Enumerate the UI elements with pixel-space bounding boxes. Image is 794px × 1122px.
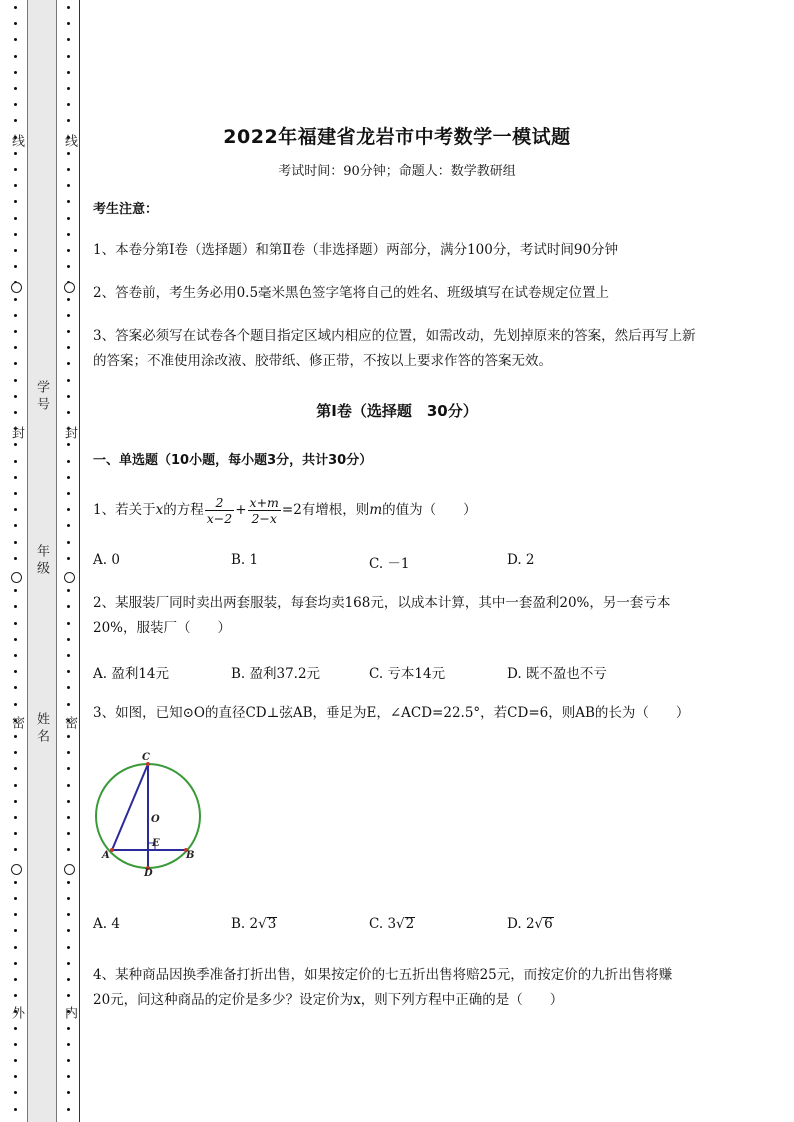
margin-dot [14, 184, 17, 187]
margin-dot [14, 881, 17, 884]
outer-label-secret: 密 [9, 716, 24, 729]
margin-dot [67, 978, 70, 981]
margin-dot [67, 1043, 70, 1046]
margin-dot [14, 622, 17, 625]
margin-dot [67, 152, 70, 155]
question-1 [93, 490, 477, 530]
margin-dot [14, 703, 17, 706]
margin-dot [67, 670, 70, 673]
exam-title: 2022年福建省龙岩市中考数学一模试题 [223, 126, 571, 148]
margin-dot [14, 767, 17, 770]
q1-var: x [155, 502, 164, 518]
margin-dot [14, 298, 17, 301]
q2-option-d[interactable]: D. 既不盈也不亏 [507, 666, 607, 682]
notice-item-3: 3、答案必须写在试卷各个题目指定区域内相应的位置，如需改动，先划掉原来的答案，然后再写上新 [93, 328, 696, 344]
margin-dot [67, 541, 70, 544]
margin-dot [67, 71, 70, 74]
margin-dot [14, 654, 17, 657]
outer-label-line: 线 [9, 134, 24, 147]
margin-dot [14, 346, 17, 349]
margin-dot [67, 654, 70, 657]
q1-fraction-2 [248, 495, 281, 526]
margin-dot [67, 767, 70, 770]
q2-option-b[interactable]: B. 盈利37.2元 [231, 666, 321, 682]
margin-dot [67, 832, 70, 835]
notice-item-2: 2、答卷前，考生务必用0.5毫米黑色签字笔将自己的姓名、班级填写在试卷规定位置上 [93, 285, 610, 301]
margin-dot [14, 929, 17, 932]
margin-dot [67, 686, 70, 689]
margin-dot [14, 379, 17, 382]
inner-circle-mark [64, 864, 75, 875]
margin-dot [14, 22, 17, 25]
q1-frac2-num: x+m [249, 495, 279, 510]
q3-option-b[interactable]: B. 2√3 [231, 916, 277, 932]
margin-dot [14, 1075, 17, 1078]
margin-dot [14, 508, 17, 511]
margin-dot [14, 38, 17, 41]
point-a [110, 848, 114, 852]
margin-dot [67, 897, 70, 900]
q3-option-c-coef: 3 [387, 916, 397, 932]
margin-dot [14, 395, 17, 398]
grade-label: 年 级 [34, 544, 49, 575]
margin-dot [67, 735, 70, 738]
margin-dot [67, 524, 70, 527]
margin-dot [67, 395, 70, 398]
margin-dot [67, 298, 70, 301]
margin-dot [14, 492, 17, 495]
q3-option-d-letter: D. [507, 916, 526, 932]
margin-dot [67, 200, 70, 203]
margin-dot [14, 55, 17, 58]
q1-prefix: 1、若关于 [93, 502, 156, 518]
margin-dot [67, 379, 70, 382]
inner-label-secret: 密 [62, 716, 77, 729]
margin-dot [14, 524, 17, 527]
margin-dot [14, 314, 17, 317]
q1-option-d[interactable]: D. 2 [507, 552, 535, 568]
margin-dot [14, 6, 17, 9]
margin-dot [14, 87, 17, 90]
margin-dot [14, 217, 17, 220]
question-4-line-1: 4、某种商品因换季准备打折出售，如果按定价的七五折出售将赔25元，而按定价的九折出售将赚 [93, 967, 673, 983]
margin-dot [14, 443, 17, 446]
inner-label-inside: 内 [62, 1006, 77, 1019]
margin-dot [67, 605, 70, 608]
q1-option-a[interactable]: A. 0 [93, 552, 120, 568]
margin-dot [14, 832, 17, 835]
margin-dot [67, 1059, 70, 1062]
margin-dot [14, 1108, 17, 1111]
margin-dot [67, 800, 70, 803]
q1-frac2-den: 2−x [251, 511, 277, 526]
q1-plus: + [235, 502, 247, 518]
label-a: A [102, 850, 110, 861]
margin-dot [14, 233, 17, 236]
margin-dot [14, 330, 17, 333]
margin-dot [14, 816, 17, 819]
q1-option-c[interactable]: C. －1 [369, 556, 410, 572]
margin-dot [67, 622, 70, 625]
margin-dot [67, 1091, 70, 1094]
margin-dot [67, 330, 70, 333]
question-3: 3、如图，已知⊙O的直径CD⊥弦AB，垂足为E，∠ACD=22.5°，若CD=6，则AB的长为（ ） [93, 705, 690, 721]
q1-mid: 的方程 [163, 502, 204, 518]
margin-dot [67, 1108, 70, 1111]
q3-option-d-radicand: 6 [544, 916, 553, 932]
q3-option-d[interactable]: D. 2√6 [507, 916, 553, 932]
margin-dot [67, 492, 70, 495]
section-title: 第Ⅰ卷（选择题 30分） [316, 402, 478, 420]
margin-dot [14, 1091, 17, 1094]
segment-ac [112, 764, 148, 850]
margin-dot [14, 1027, 17, 1030]
margin-dot [67, 6, 70, 9]
margin-dot [67, 103, 70, 106]
name-label: 姓 名 [34, 712, 49, 743]
question-4-line-2: 20元，问这种商品的定价是多少？设定价为x，则下列方程中正确的是（ ） [93, 992, 564, 1008]
student-id-label: 学 号 [34, 380, 49, 411]
margin-dot [67, 460, 70, 463]
margin-dot [67, 87, 70, 90]
q3-option-b-radicand: 3 [267, 916, 277, 932]
margin-dot [14, 1059, 17, 1062]
q3-option-d-coef: 2 [525, 916, 535, 932]
margin-dot [14, 362, 17, 365]
question-2-line-2: 20%，服装厂（ ） [93, 620, 232, 636]
q1-suffix: 的值为（ ） [382, 502, 477, 518]
inner-circle-mark [64, 282, 75, 293]
margin-dot [67, 508, 70, 511]
part-heading: 一、单选题（10小题，每小题3分，共计30分） [93, 453, 373, 468]
margin-dot [14, 249, 17, 252]
q3-option-c-letter: C. [369, 916, 388, 932]
margin-dot [14, 751, 17, 754]
margin-dot [67, 55, 70, 58]
q1-eq: =2有增根，则 [281, 502, 370, 518]
margin-dot [14, 686, 17, 689]
question-2-line-1: 2、某服装厂同时卖出两套服装，每套均卖168元，以成本计算，其中一套盈利20%，另一套亏本 [93, 595, 671, 611]
notice-heading: 考生注意： [93, 202, 159, 217]
margin-dot [14, 670, 17, 673]
margin-dot [14, 978, 17, 981]
margin-dot [67, 233, 70, 236]
q3-option-c-radicand: 2 [405, 916, 415, 932]
margin-dot [14, 589, 17, 592]
margin-dot [67, 994, 70, 997]
margin-dot [14, 71, 17, 74]
margin-dot [14, 605, 17, 608]
margin-dot [14, 946, 17, 949]
margin-dot [14, 557, 17, 560]
margin-dot [14, 735, 17, 738]
margin-dot [14, 541, 17, 544]
margin-dot [14, 962, 17, 965]
outer-circle-mark [11, 864, 22, 875]
margin-dot [67, 929, 70, 932]
inner-circle-mark [64, 572, 75, 583]
circle-diagram [92, 748, 212, 878]
outer-label-seal: 封 [9, 426, 24, 439]
margin-dot [67, 703, 70, 706]
margin-dot [67, 638, 70, 641]
margin-dot [67, 217, 70, 220]
label-d: D [144, 868, 153, 878]
margin-dot [14, 994, 17, 997]
margin-dot [14, 897, 17, 900]
outer-circle-mark [11, 282, 22, 293]
exam-subtitle: 考试时间：90分钟；命题人：数学教研组 [278, 164, 516, 179]
outer-circle-mark [11, 572, 22, 583]
q1-var2: m [369, 502, 383, 518]
outer-label-outside: 外 [9, 1006, 24, 1019]
margin-dot [67, 265, 70, 268]
margin-dot [67, 38, 70, 41]
label-c: C [142, 752, 150, 763]
margin-dot [67, 946, 70, 949]
q3-option-a[interactable]: A. 4 [93, 916, 120, 932]
q1-option-b[interactable]: B. 1 [231, 552, 259, 568]
q3-option-b-coef: 2 [249, 916, 259, 932]
margin-dot [67, 751, 70, 754]
margin-dot [67, 476, 70, 479]
notice-item-1: 1、本卷分第Ⅰ卷（选择题）和第Ⅱ卷（非选择题）两部分，满分100分，考试时间90分钟 [93, 242, 619, 258]
margin-dot [67, 249, 70, 252]
margin-dot [67, 589, 70, 592]
margin-dot [14, 265, 17, 268]
margin-dot [67, 22, 70, 25]
margin-dot [14, 800, 17, 803]
margin-dot [14, 784, 17, 787]
q1-frac1-num: 2 [205, 495, 234, 511]
margin-dot [67, 362, 70, 365]
label-o: O [151, 814, 160, 825]
q2-option-c[interactable]: C. 亏本14元 [369, 666, 446, 682]
margin-dot [67, 346, 70, 349]
margin-dot [67, 443, 70, 446]
margin-dot [67, 816, 70, 819]
margin-dot [14, 476, 17, 479]
margin-dot [14, 848, 17, 851]
margin-dot [14, 200, 17, 203]
margin-dot [67, 1075, 70, 1078]
label-b: B [186, 850, 195, 861]
margin-dot [14, 460, 17, 463]
q1-fraction-1 [205, 495, 234, 526]
q3-option-c[interactable]: C. 3√2 [369, 916, 415, 932]
notice-item-3-cont: 的答案；不准使用涂改液、胶带纸、修正带，不按以上要求作答的答案无效。 [93, 353, 552, 369]
margin-dot [67, 314, 70, 317]
label-e: E [152, 838, 160, 849]
margin-dot [14, 638, 17, 641]
margin-dot [67, 557, 70, 560]
inner-label-line: 线 [62, 134, 77, 147]
margin-dot [14, 103, 17, 106]
margin-dot [14, 1043, 17, 1046]
margin-dot [67, 1027, 70, 1030]
margin-dot [14, 913, 17, 916]
margin-dot [67, 184, 70, 187]
margin-dot [67, 881, 70, 884]
q2-option-a[interactable]: A. 盈利14元 [93, 666, 170, 682]
q3-option-b-letter: B. [231, 916, 250, 932]
inner-label-seal: 封 [62, 426, 77, 439]
margin-dot [67, 784, 70, 787]
margin-dot [67, 848, 70, 851]
q1-frac1-den: x−2 [206, 511, 233, 526]
margin-dot [67, 962, 70, 965]
margin-dot [67, 913, 70, 916]
margin-dot [14, 152, 17, 155]
